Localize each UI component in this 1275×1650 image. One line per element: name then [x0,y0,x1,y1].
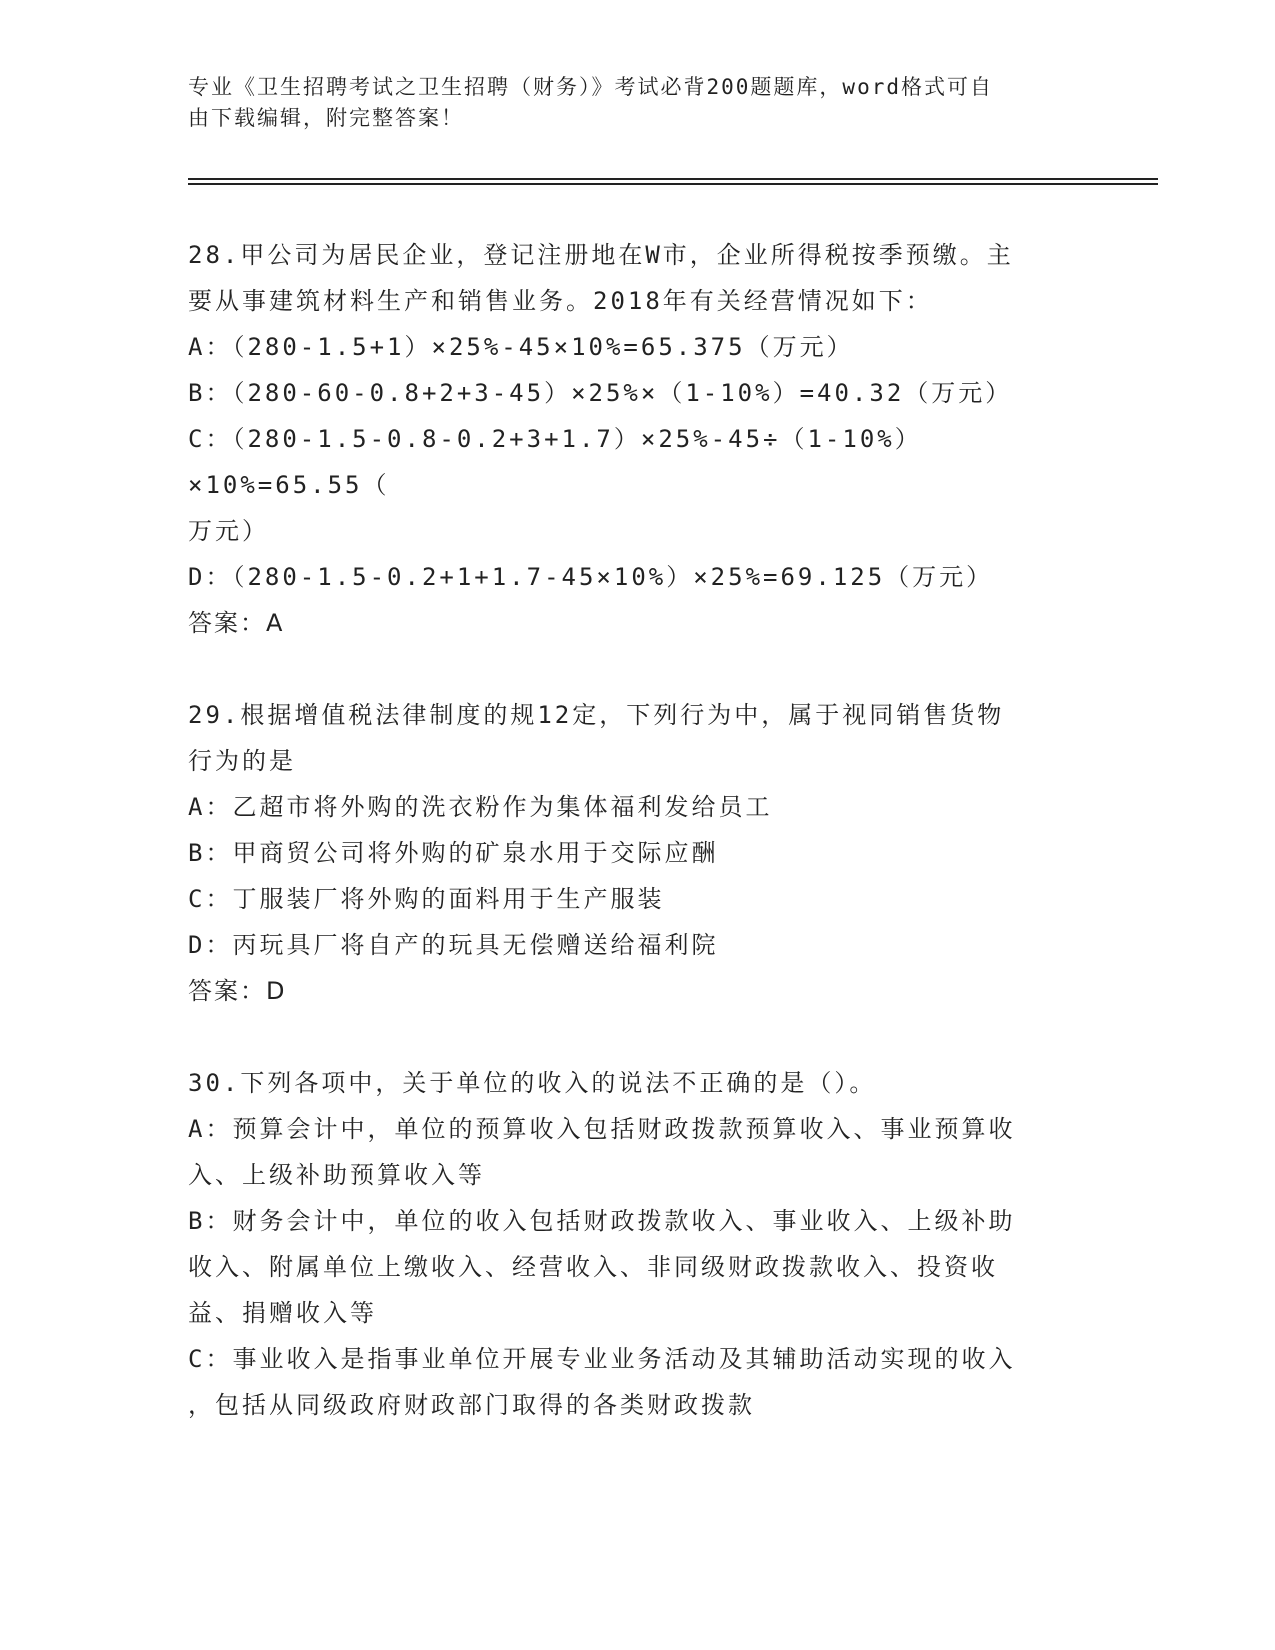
question-29 [188,692,1078,1014]
option-b: B：财务会计中，单位的收入包括财政拨款收入、事业收入、上级补助 [188,1207,1016,1235]
option-a: A：（280-1.5+1）×25%-45×10%=65.375（万元） [188,333,854,361]
question-stem: 28.甲公司为居民企业，登记注册地在W市，企业所得税按季预缴。主 [188,241,1014,269]
option-a: 入、上级补助预算收入等 [188,1161,485,1189]
question-stem: 行为的是 [188,747,296,775]
option-c: C：（280-1.5-0.8-0.2+3+1.7）×25%-45÷（1-10%）×10%=65.55（ [188,425,922,499]
option-c: C：事业收入是指事业单位开展专业业务活动及其辅助活动实现的收入 [188,1345,1016,1373]
header-intro-line-2: 由下载编辑，附完整答案！ [188,106,464,130]
header-intro-line-1: 专业《卫生招聘考试之卫生招聘（财务）》考试必背200题题库，word格式可自 [188,75,993,99]
question-list [188,232,1078,1428]
option-a: A：乙超市将外购的洗衣粉作为集体福利发给员工 [188,793,773,821]
question-stem: 29.根据增值税法律制度的规12定，下列行为中，属于视同销售货物 [188,701,1005,729]
question-stem: 30.下列各项中，关于单位的收入的说法不正确的是（）。 [188,1069,877,1097]
header-divider-top [188,178,1158,180]
option-d: D：丙玩具厂将自产的玩具无偿赠送给福利院 [188,931,719,959]
option-b: 益、捐赠收入等 [188,1299,377,1327]
option-d: D：（280-1.5-0.2+1+1.7-45×10%）×25%=69.125（万元） [188,563,994,591]
question-30 [188,1060,1078,1428]
question-stem: 要从事建筑材料生产和销售业务。2018年有关经营情况如下： [188,287,933,315]
option-a: A：预算会计中，单位的预算收入包括财政拨款预算收入、事业预算收 [188,1115,1016,1143]
header-divider-bottom [188,183,1158,185]
option-c: C：丁服装厂将外购的面料用于生产服装 [188,885,665,913]
option-b: B：甲商贸公司将外购的矿泉水用于交际应酬 [188,839,719,867]
option-b: 收入、附属单位上缴收入、经营收入、非同级财政拨款收入、投资收 [188,1253,998,1281]
answer-label: 答案：D [188,977,287,1005]
question-28 [188,232,1078,646]
answer-label: 答案：A [188,609,285,637]
document-header [188,72,1068,134]
option-c: 万元） [188,517,269,545]
option-b: B：（280-60-0.8+2+3-45）×25%×（1-10%）=40.32（万元） [188,379,1013,407]
option-c: ，包括从同级政府财政部门取得的各类财政拨款 [188,1391,755,1419]
